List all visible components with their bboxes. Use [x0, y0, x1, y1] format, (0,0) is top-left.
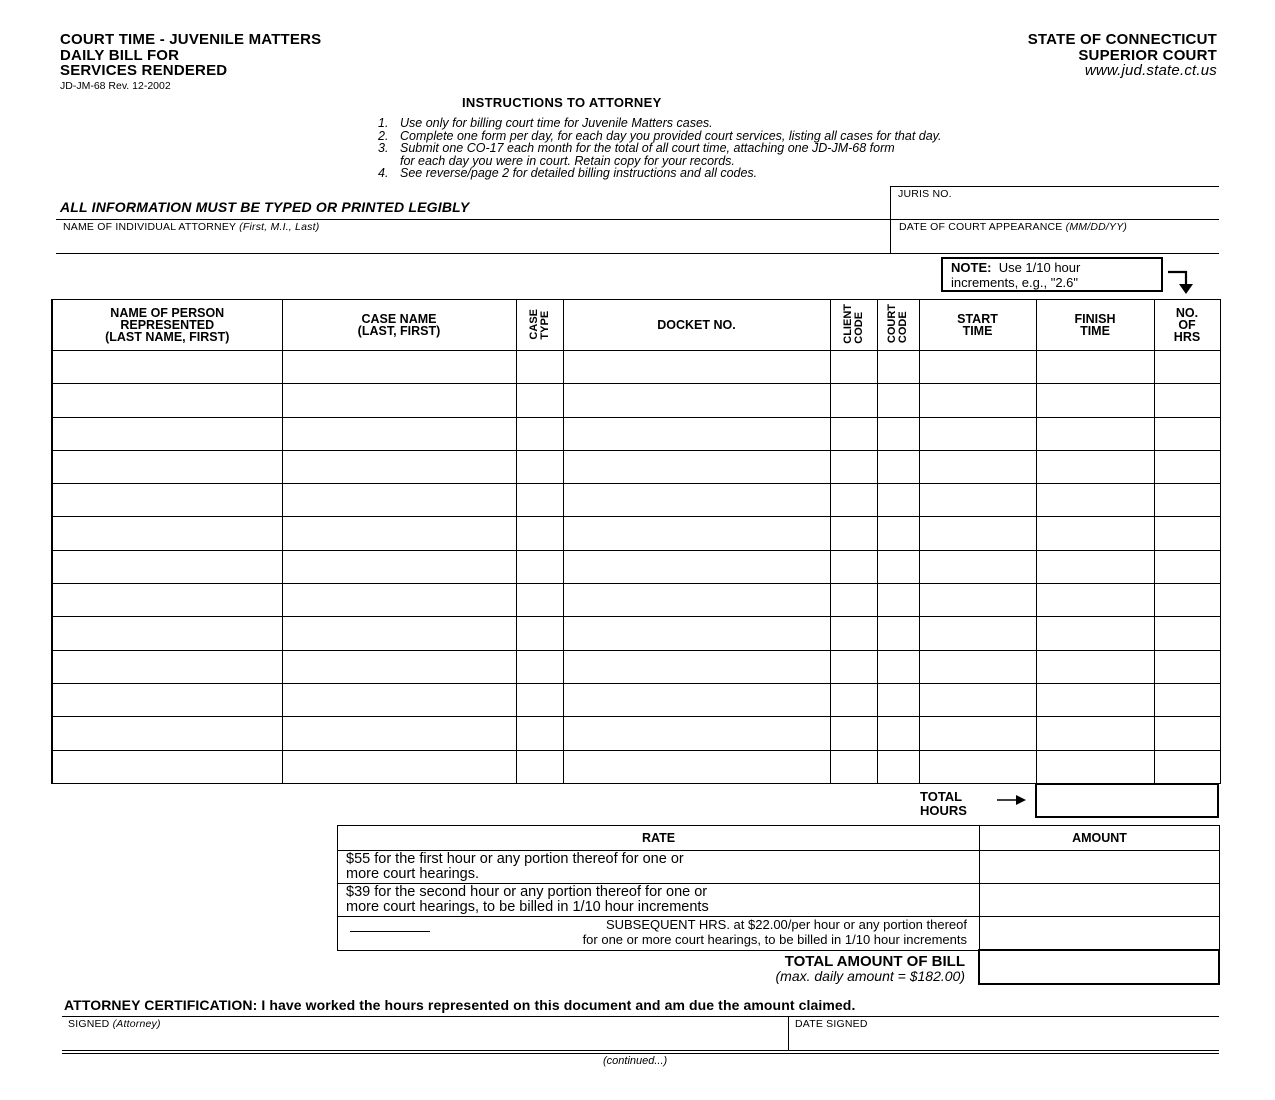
case-type-cell[interactable]	[516, 683, 563, 716]
hours-cell[interactable]	[1154, 550, 1220, 583]
finish-time-cell[interactable]	[1036, 450, 1154, 483]
docket-cell[interactable]	[563, 650, 830, 683]
signed-label: SIGNED	[68, 1018, 110, 1030]
case-name-cell[interactable]	[282, 584, 516, 617]
date-signed-label: DATE SIGNED	[795, 1018, 868, 1030]
hours-cell[interactable]	[1154, 484, 1220, 517]
instruction-text: Submit one CO-17 each month for the total of all court time, attaching one JD-JM-68 form	[400, 141, 895, 156]
court-date-hint: (MM/DD/YY)	[1065, 221, 1128, 233]
start-time-cell[interactable]	[919, 683, 1036, 716]
case-name-cell[interactable]	[282, 750, 516, 783]
start-time-cell[interactable]	[919, 584, 1036, 617]
instruction-number: 2.	[378, 128, 389, 143]
double-rule	[62, 1050, 1219, 1054]
instruction-text: for each day you were in court. Retain copy for your records.	[400, 153, 735, 168]
start-time-cell[interactable]	[919, 650, 1036, 683]
case-type-cell[interactable]	[516, 517, 563, 550]
form-number: JD-JM-68 Rev. 12-2002	[60, 80, 171, 92]
court-code-header	[877, 300, 919, 351]
table-row	[52, 384, 1220, 417]
client-code-cell[interactable]	[830, 517, 877, 550]
header-line: CASE	[527, 308, 540, 340]
hours-cell[interactable]	[1154, 683, 1220, 716]
finish-time-cell[interactable]	[1036, 517, 1154, 550]
case-name-cell[interactable]	[282, 650, 516, 683]
case-type-cell[interactable]	[516, 351, 563, 384]
attorney-name-label: NAME OF INDIVIDUAL ATTORNEY	[63, 221, 237, 233]
docket-cell[interactable]	[563, 384, 830, 417]
start-time-cell[interactable]	[919, 517, 1036, 550]
case-name-cell[interactable]	[282, 550, 516, 583]
table-row	[52, 517, 1220, 550]
signature-field[interactable]	[68, 1018, 161, 1030]
person-cell[interactable]	[52, 351, 282, 384]
state-name: STATE OF CONNECTICUT	[1027, 31, 1217, 48]
finish-time-cell[interactable]	[1036, 351, 1154, 384]
start-time-cell[interactable]	[919, 384, 1036, 417]
juris-number-label: JURIS NO.	[898, 188, 952, 200]
client-code-cell[interactable]	[830, 384, 877, 417]
docket-cell[interactable]	[563, 450, 830, 483]
table-row	[52, 417, 1220, 450]
header-line: CASE NAME	[361, 312, 437, 326]
person-cell[interactable]	[52, 584, 282, 617]
start-time-header	[919, 300, 1036, 351]
rates-table	[337, 825, 1220, 951]
finish-time-cell[interactable]	[1036, 550, 1154, 583]
person-cell[interactable]	[52, 617, 282, 650]
case-type-cell[interactable]	[516, 550, 563, 583]
hours-cell[interactable]	[1154, 351, 1220, 384]
note-box	[941, 257, 1163, 292]
number-of-hours-header	[1154, 300, 1220, 351]
case-type-cell[interactable]	[516, 617, 563, 650]
case-type-cell[interactable]	[516, 417, 563, 450]
total-amount-field[interactable]	[978, 949, 1220, 985]
table-header-row	[52, 300, 1220, 351]
total-hours-line: TOTAL	[920, 789, 963, 804]
instruction-number: 3.	[378, 141, 389, 156]
case-name-cell[interactable]	[282, 384, 516, 417]
start-time-cell[interactable]	[919, 450, 1036, 483]
docket-cell[interactable]	[563, 517, 830, 550]
subsequent-hours-field[interactable]	[350, 918, 430, 932]
table-row	[52, 750, 1220, 783]
case-name-cell[interactable]	[282, 351, 516, 384]
client-code-header	[830, 300, 877, 351]
hours-cell[interactable]	[1154, 617, 1220, 650]
docket-cell[interactable]	[563, 617, 830, 650]
table-row	[52, 450, 1220, 483]
finish-time-cell[interactable]	[1036, 384, 1154, 417]
case-type-cell[interactable]	[516, 584, 563, 617]
attorney-info-row	[56, 219, 1219, 254]
finish-time-header	[1036, 300, 1154, 351]
start-time-cell[interactable]	[919, 750, 1036, 783]
start-time-cell[interactable]	[919, 417, 1036, 450]
attorney-name-hint: (First, M.I., Last)	[239, 221, 320, 233]
field-divider	[890, 220, 891, 253]
header-line: FINISH	[1074, 312, 1116, 326]
finish-time-cell[interactable]	[1036, 750, 1154, 783]
form-title-line: SERVICES RENDERED	[60, 62, 228, 79]
attorney-certification: ATTORNEY CERTIFICATION: I have worked the hours represented on this document and am due the amount claimed.	[64, 997, 856, 1013]
header-line: TIME	[962, 324, 993, 338]
total-hours-field[interactable]	[1035, 783, 1219, 818]
rate-header: RATE	[338, 826, 980, 851]
client-code-cell[interactable]	[830, 550, 877, 583]
start-time-cell[interactable]	[919, 484, 1036, 517]
docket-cell[interactable]	[563, 584, 830, 617]
case-name-cell[interactable]	[282, 450, 516, 483]
court-code-cell[interactable]	[877, 683, 919, 716]
form-title-line: DAILY BILL FOR	[60, 46, 180, 64]
table-row	[52, 683, 1220, 716]
docket-cell[interactable]	[563, 683, 830, 716]
rate-row	[338, 884, 1220, 917]
rate-line: more court hearings.	[346, 866, 479, 882]
date-signed-field[interactable]	[795, 1018, 868, 1030]
court-code-cell[interactable]	[877, 484, 919, 517]
hours-cell[interactable]	[1154, 584, 1220, 617]
header-line: REPRESENTED	[120, 318, 215, 332]
person-represented-header	[52, 300, 282, 351]
finish-time-cell[interactable]	[1036, 617, 1154, 650]
signed-hint: (Attorney)	[112, 1018, 161, 1030]
case-type-cell[interactable]	[516, 484, 563, 517]
court-code-cell[interactable]	[877, 584, 919, 617]
court-code-cell[interactable]	[877, 517, 919, 550]
docket-cell[interactable]	[563, 351, 830, 384]
client-code-cell[interactable]	[830, 683, 877, 716]
instruction-text: Complete one form per day, for each day you provided court services, listing all cases for that day.	[400, 128, 942, 143]
client-code-cell[interactable]	[830, 484, 877, 517]
amount-header: AMOUNT	[980, 826, 1220, 851]
case-name-cell[interactable]	[282, 683, 516, 716]
header-line: COURT	[886, 304, 898, 344]
table-row	[52, 484, 1220, 517]
header-line: TIME	[1080, 324, 1110, 338]
client-code-cell[interactable]	[830, 717, 877, 750]
total-hours-line: HOURS	[920, 802, 967, 818]
rate-row	[338, 917, 1220, 951]
case-type-cell[interactable]	[516, 717, 563, 750]
start-time-cell[interactable]	[919, 550, 1036, 583]
person-cell[interactable]	[52, 717, 282, 750]
person-cell[interactable]	[52, 517, 282, 550]
total-amount-title: TOTAL AMOUNT OF BILL	[784, 953, 965, 970]
instructions-title: INSTRUCTIONS TO ATTORNEY	[462, 95, 662, 110]
rate-amount-field[interactable]	[980, 917, 1220, 951]
case-name-cell[interactable]	[282, 417, 516, 450]
case-type-cell[interactable]	[516, 384, 563, 417]
docket-cell[interactable]	[563, 750, 830, 783]
hours-cell[interactable]	[1154, 384, 1220, 417]
court-code-cell[interactable]	[877, 717, 919, 750]
table-row	[52, 550, 1220, 583]
person-cell[interactable]	[52, 650, 282, 683]
case-name-cell[interactable]	[282, 717, 516, 750]
signature-row	[62, 1016, 1219, 1051]
person-cell[interactable]	[52, 450, 282, 483]
total-hours-label	[920, 790, 967, 817]
court-code-cell[interactable]	[877, 750, 919, 783]
header-line: TYPE	[538, 310, 551, 340]
start-time-cell[interactable]	[919, 351, 1036, 384]
instruction-item	[378, 142, 941, 155]
header-line: (LAST, FIRST)	[357, 324, 441, 338]
header-line: NO.	[1175, 306, 1199, 320]
legibility-notice: ALL INFORMATION MUST BE TYPED OR PRINTED LEGIBLY	[60, 199, 470, 215]
start-time-cell[interactable]	[919, 717, 1036, 750]
court-code-cell[interactable]	[877, 650, 919, 683]
court-header	[1028, 32, 1217, 79]
docket-cell[interactable]	[563, 484, 830, 517]
instruction-item	[378, 117, 941, 130]
juris-number-field[interactable]	[890, 186, 1219, 220]
case-name-header	[282, 300, 516, 351]
hours-cell[interactable]	[1154, 517, 1220, 550]
hours-cell[interactable]	[1154, 717, 1220, 750]
client-code-cell[interactable]	[830, 617, 877, 650]
instructions-list	[378, 117, 941, 180]
case-type-cell[interactable]	[516, 650, 563, 683]
finish-time-cell[interactable]	[1036, 417, 1154, 450]
instruction-text: See reverse/page 2 for detailed billing instructions and all codes.	[400, 166, 758, 181]
finish-time-cell[interactable]	[1036, 484, 1154, 517]
start-time-cell[interactable]	[919, 617, 1036, 650]
header-line: START	[957, 312, 998, 326]
continued-note: (continued...)	[603, 1055, 668, 1067]
website-link[interactable]: www.jud.state.ct.us	[1084, 62, 1217, 79]
rate-amount-field[interactable]	[980, 884, 1220, 917]
table-row	[52, 650, 1220, 683]
hours-cell[interactable]	[1154, 417, 1220, 450]
court-code-cell[interactable]	[877, 617, 919, 650]
court-code-cell[interactable]	[877, 450, 919, 483]
person-cell[interactable]	[52, 417, 282, 450]
court-date-label: DATE OF COURT APPEARANCE	[899, 221, 1063, 233]
note-text: increments, e.g., "2.6"	[951, 275, 1079, 290]
court-code-cell[interactable]	[877, 351, 919, 384]
services-table	[51, 299, 1221, 784]
rate-line: $55 for the first hour or any portion thereof for one or	[346, 851, 684, 867]
arrow-right-icon	[996, 794, 1028, 806]
rate-description	[338, 884, 980, 917]
arrow-down-right-icon	[1166, 270, 1196, 296]
case-type-cell[interactable]	[516, 750, 563, 783]
table-body	[52, 351, 1220, 784]
docket-cell[interactable]	[563, 417, 830, 450]
case-type-cell[interactable]	[516, 450, 563, 483]
client-code-cell[interactable]	[830, 417, 877, 450]
client-code-cell[interactable]	[830, 650, 877, 683]
finish-time-cell[interactable]	[1036, 584, 1154, 617]
court-code-cell[interactable]	[877, 417, 919, 450]
person-cell[interactable]	[52, 683, 282, 716]
case-type-header	[516, 300, 563, 351]
max-daily-amount: (max. daily amount = $182.00)	[775, 968, 965, 984]
docket-cell[interactable]	[563, 717, 830, 750]
rates-header-row	[338, 826, 1220, 851]
header-line: (LAST NAME, FIRST)	[105, 330, 230, 344]
client-code-cell[interactable]	[830, 584, 877, 617]
rate-description	[338, 851, 980, 884]
rate-line: for one or more court hearings, to be billed in 1/10 hour increments	[582, 931, 967, 947]
rate-line: SUBSEQUENT HRS. at $22.00/per hour or any portion thereof	[605, 917, 967, 932]
court-date-field[interactable]	[899, 221, 1127, 233]
docket-cell[interactable]	[563, 550, 830, 583]
finish-time-cell[interactable]	[1036, 717, 1154, 750]
instruction-text: Use only for billing court time for Juvenile Matters cases.	[400, 116, 713, 130]
finish-time-cell[interactable]	[1036, 683, 1154, 716]
field-divider	[788, 1017, 789, 1051]
header-line: HRS	[1173, 330, 1201, 344]
client-code-cell[interactable]	[830, 450, 877, 483]
instruction-number: 4.	[378, 166, 389, 181]
instruction-number: 1.	[378, 116, 389, 130]
client-code-cell[interactable]	[830, 351, 877, 384]
attorney-name-field[interactable]	[63, 221, 319, 233]
hours-cell[interactable]	[1154, 650, 1220, 683]
court-name: SUPERIOR COURT	[1078, 46, 1217, 64]
header-line: CODE	[897, 311, 909, 344]
person-cell[interactable]	[52, 550, 282, 583]
table-row	[52, 717, 1220, 750]
person-cell[interactable]	[52, 750, 282, 783]
note-text: Use 1/10 hour	[998, 260, 1081, 275]
finish-time-cell[interactable]	[1036, 650, 1154, 683]
note-label: NOTE:	[951, 260, 992, 275]
instruction-item	[378, 167, 941, 180]
header-line: CODE	[852, 312, 865, 344]
header-line: OF	[1178, 318, 1196, 332]
person-cell[interactable]	[52, 384, 282, 417]
rate-line: $39 for the second hour or any portion thereof for one or	[346, 884, 708, 900]
court-code-cell[interactable]	[877, 550, 919, 583]
case-name-cell[interactable]	[282, 617, 516, 650]
client-code-cell[interactable]	[830, 750, 877, 783]
hours-cell[interactable]	[1154, 450, 1220, 483]
rate-row	[338, 851, 1220, 884]
case-name-cell[interactable]	[282, 517, 516, 550]
court-code-cell[interactable]	[877, 384, 919, 417]
docket-number-header: DOCKET NO.	[563, 300, 830, 351]
rate-amount-field[interactable]	[980, 851, 1220, 884]
case-name-cell[interactable]	[282, 484, 516, 517]
header-line: NAME OF PERSON	[110, 306, 225, 320]
table-row	[52, 617, 1220, 650]
hours-cell[interactable]	[1154, 750, 1220, 783]
person-cell[interactable]	[52, 484, 282, 517]
table-row	[52, 351, 1220, 384]
form-title	[60, 32, 321, 79]
rate-line: more court hearings, to be billed in 1/10 hour increments	[346, 899, 709, 915]
table-row	[52, 584, 1220, 617]
form-title-line: COURT TIME - JUVENILE MATTERS	[60, 31, 322, 48]
header-line: CLIENT	[841, 304, 854, 344]
rate-description	[338, 917, 980, 951]
total-amount-label	[660, 954, 965, 984]
